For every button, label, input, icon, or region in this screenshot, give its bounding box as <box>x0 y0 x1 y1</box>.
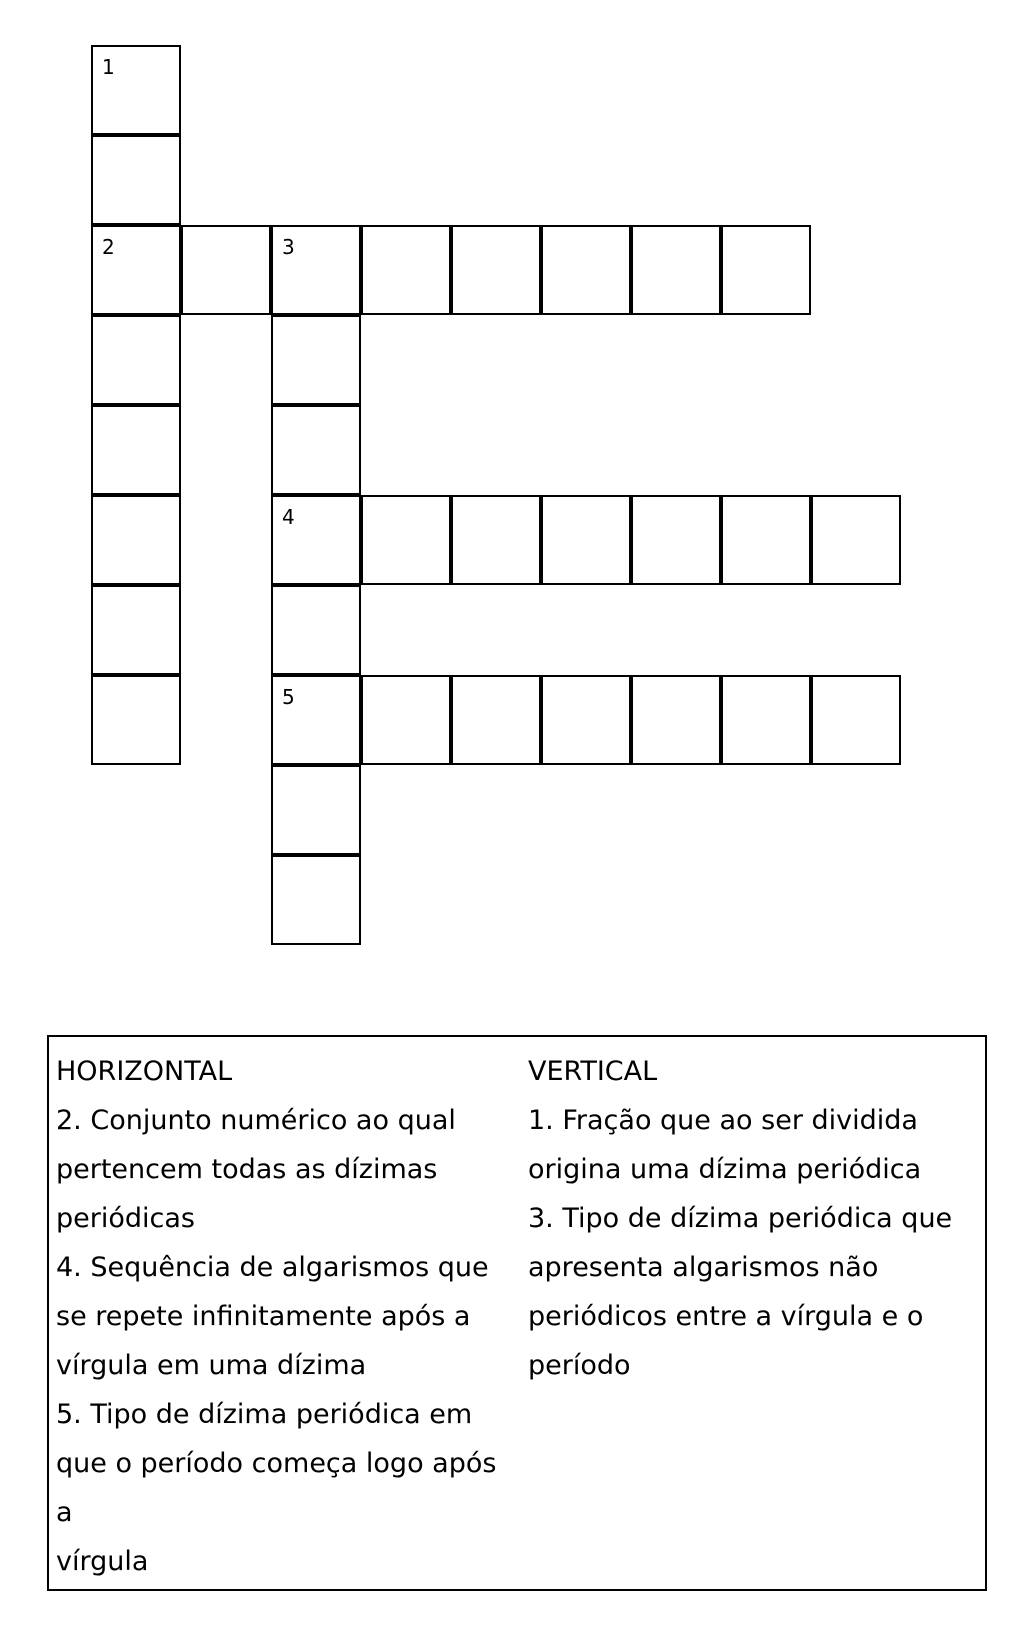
crossword-cell[interactable] <box>271 405 361 495</box>
clue-line: 2. Conjunto numérico ao qual <box>56 1105 456 1136</box>
crossword-cell[interactable] <box>361 675 451 765</box>
vertical-clues <box>528 1047 978 1390</box>
crossword-cell[interactable] <box>271 495 361 585</box>
clue-line: período <box>528 1350 631 1381</box>
crossword-cell[interactable] <box>271 315 361 405</box>
clue-line: periódicos entre a vírgula e o <box>528 1301 924 1332</box>
crossword-cell[interactable] <box>271 585 361 675</box>
horizontal-heading: HORIZONTAL <box>56 1056 233 1087</box>
crossword-cell[interactable] <box>721 675 811 765</box>
crossword-cell[interactable] <box>361 495 451 585</box>
clue-line: vírgula <box>56 1546 149 1577</box>
crossword-cell[interactable] <box>91 315 181 405</box>
crossword-cell[interactable] <box>181 225 271 315</box>
crossword-cell[interactable] <box>91 495 181 585</box>
crossword-cell[interactable] <box>721 495 811 585</box>
crossword-cell[interactable] <box>91 135 181 225</box>
clue-line: se repete infinitamente após a <box>56 1301 471 1332</box>
crossword-cell[interactable] <box>451 225 541 315</box>
crossword-cell[interactable] <box>91 585 181 675</box>
crossword-cell[interactable] <box>91 405 181 495</box>
clue-number: 4 <box>282 505 295 529</box>
crossword-cell[interactable] <box>811 675 901 765</box>
clue-line: 1. Fração que ao ser dividida <box>528 1105 918 1136</box>
crossword-cell[interactable] <box>361 225 451 315</box>
crossword-cell[interactable] <box>811 495 901 585</box>
clue-line: apresenta algarismos não <box>528 1252 879 1283</box>
clue-line: que o período começa logo após a <box>56 1448 497 1528</box>
crossword-cell[interactable] <box>451 675 541 765</box>
clue-number: 1 <box>102 55 115 79</box>
clue-line: pertencem todas as dízimas <box>56 1154 438 1185</box>
crossword-cell[interactable] <box>271 225 361 315</box>
clue-number: 5 <box>282 685 295 709</box>
crossword-cell[interactable] <box>91 675 181 765</box>
crossword-cell[interactable] <box>541 225 631 315</box>
crossword-cell[interactable] <box>271 675 361 765</box>
crossword-cell[interactable] <box>721 225 811 315</box>
crossword-cell[interactable] <box>271 855 361 945</box>
vertical-heading: VERTICAL <box>528 1056 658 1087</box>
crossword-cell[interactable] <box>631 675 721 765</box>
clue-line: 5. Tipo de dízima periódica em <box>56 1399 473 1430</box>
crossword-cell[interactable] <box>631 225 721 315</box>
crossword-cell[interactable] <box>91 225 181 315</box>
crossword-cell[interactable] <box>631 495 721 585</box>
crossword-cell[interactable] <box>91 45 181 135</box>
crossword-cell[interactable] <box>541 675 631 765</box>
clue-line: 3. Tipo de dízima periódica que <box>528 1203 953 1234</box>
crossword-cell[interactable] <box>271 765 361 855</box>
clue-number: 3 <box>282 235 295 259</box>
clue-line: vírgula em uma dízima <box>56 1350 367 1381</box>
clues-box <box>47 1035 987 1591</box>
clue-line: 4. Sequência de algarismos que <box>56 1252 489 1283</box>
clue-line: origina uma dízima periódica <box>528 1154 922 1185</box>
clue-number: 2 <box>102 235 115 259</box>
clue-line: periódicas <box>56 1203 195 1234</box>
crossword-cell[interactable] <box>451 495 541 585</box>
horizontal-clues <box>56 1047 516 1586</box>
crossword-cell[interactable] <box>541 495 631 585</box>
